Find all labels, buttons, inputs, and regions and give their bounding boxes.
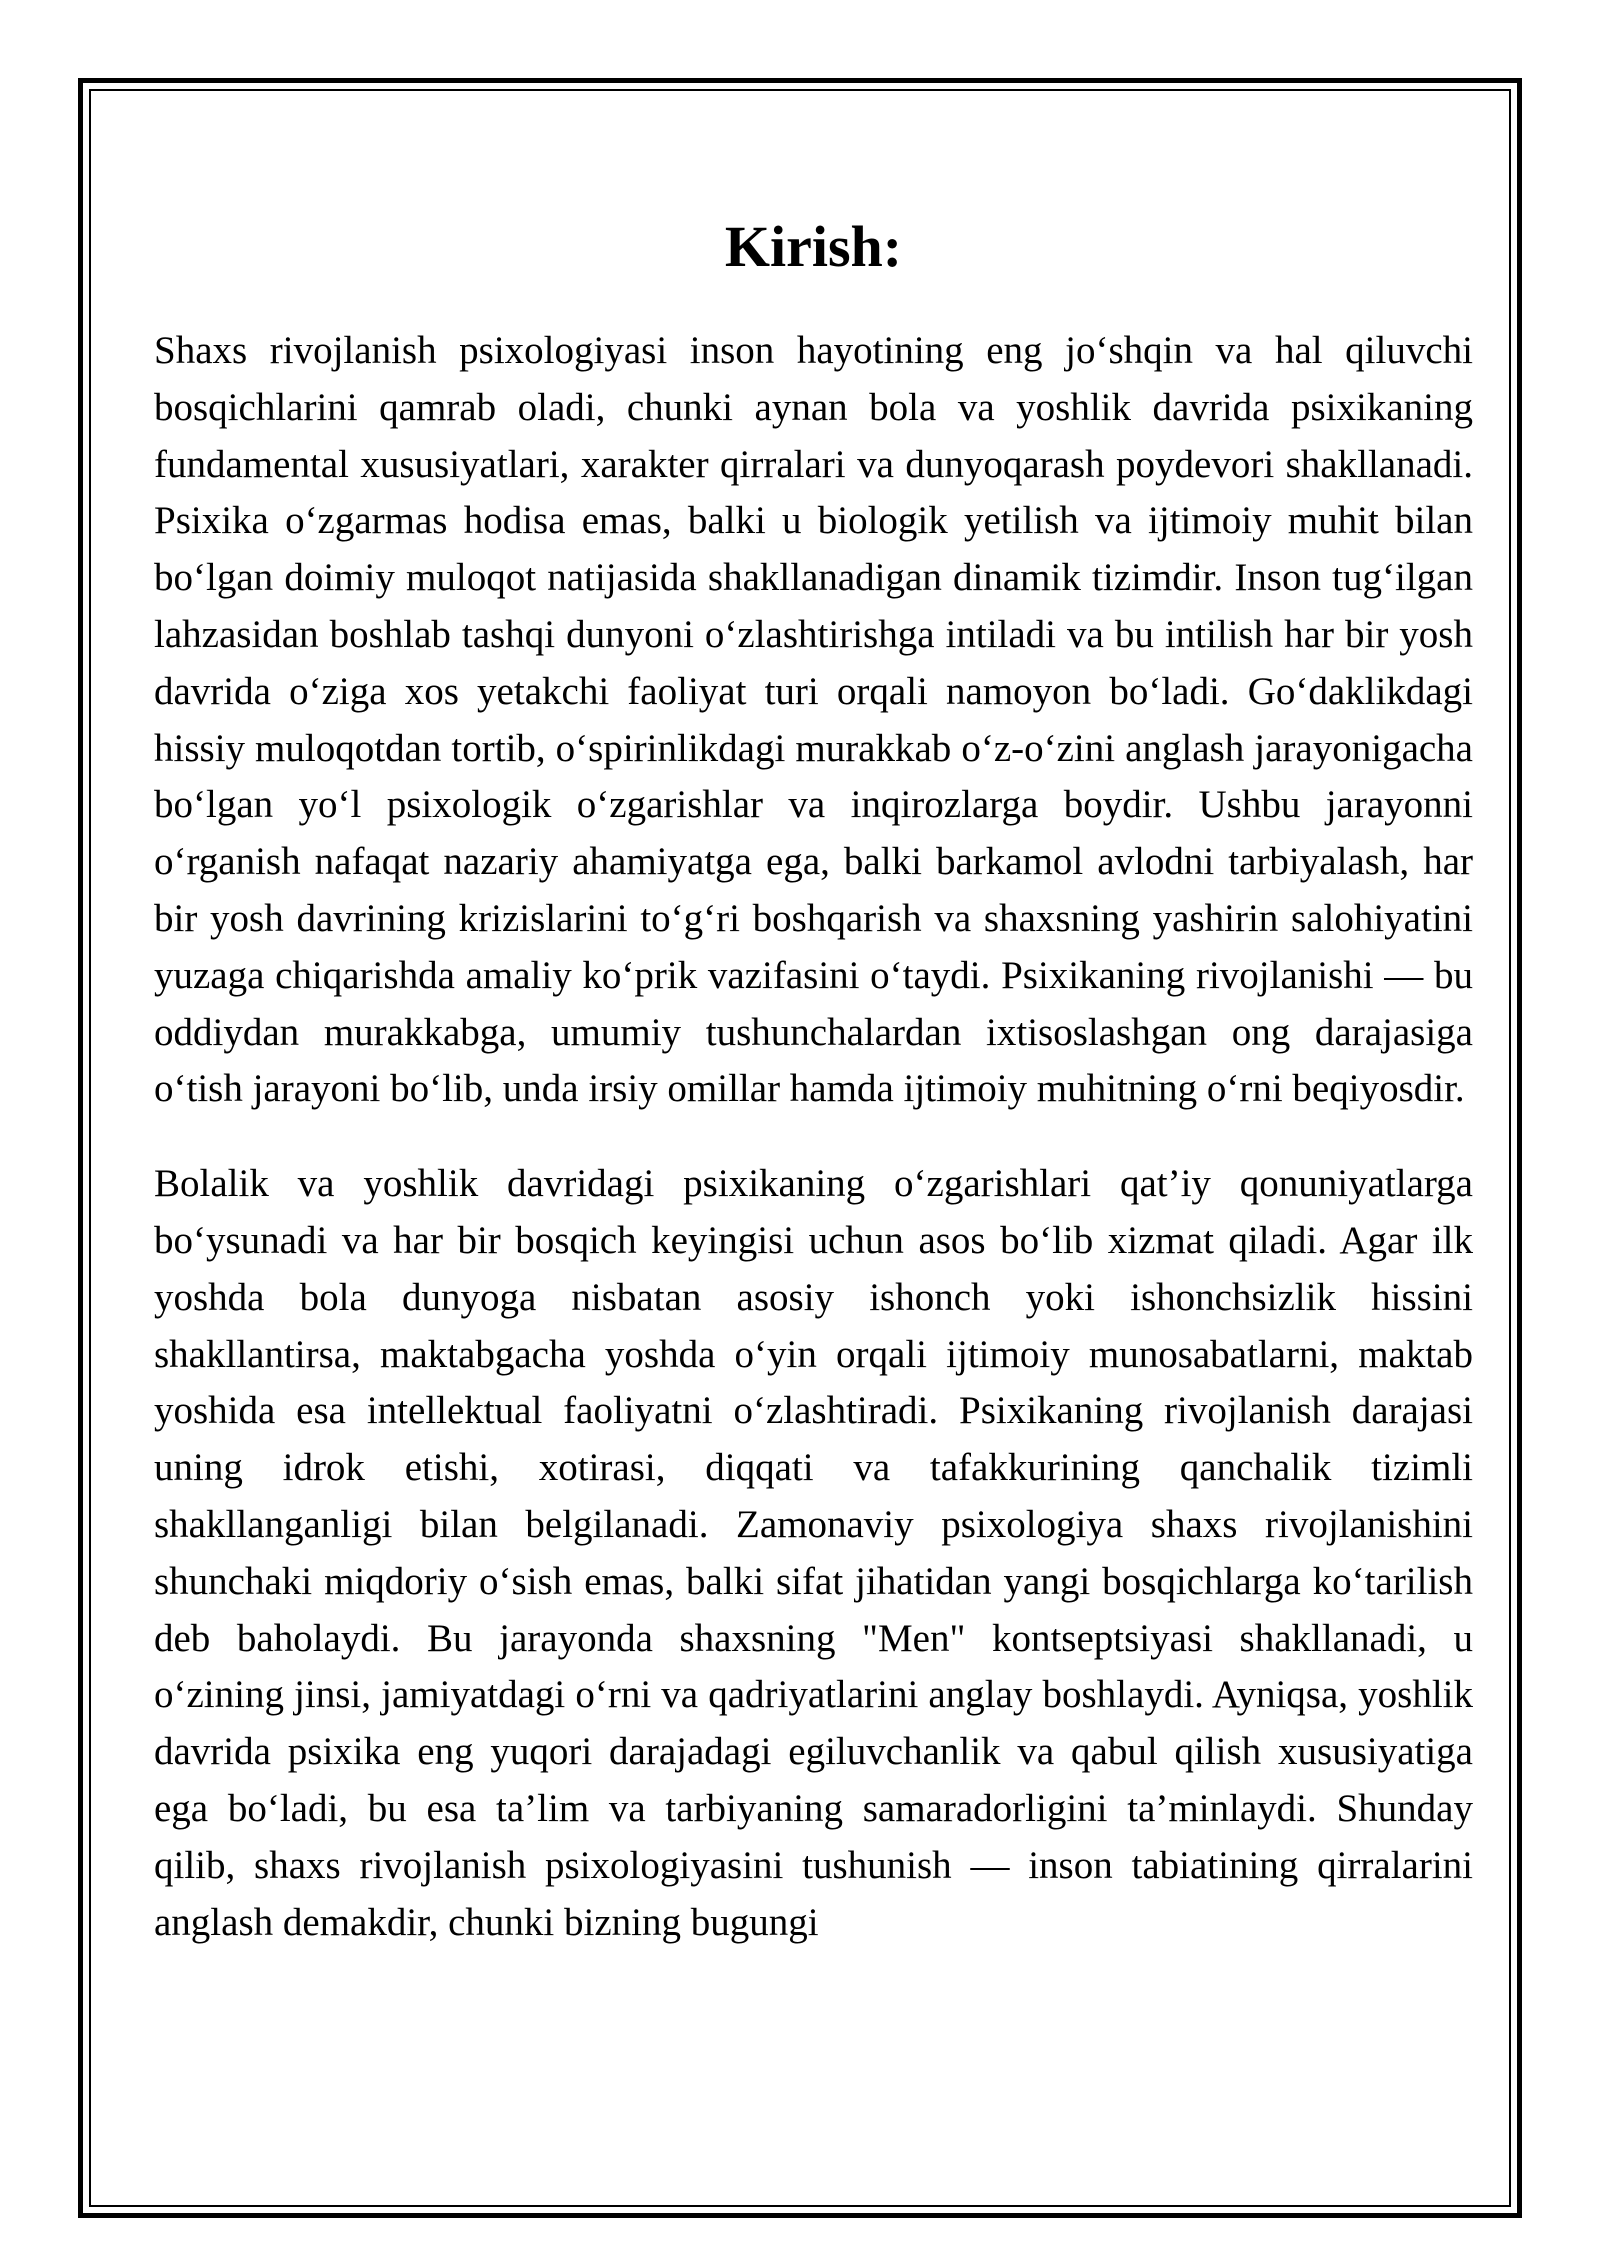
page-content	[154, 205, 1473, 1951]
page-title: Kirish:	[724, 214, 903, 279]
paragraph-intro: Shaxs rivojlanish psixologiyasi inson hayotining eng jo‘shqin va hal qiluvchi bosqichlarini qamrab oladi, chunki aynan bola va yoshlik davrida psixikaning fundamental xususiyatlari, xarakter qirralari va dunyoqarash poydevori shakllanadi. Psixika o‘zgarmas hodisa emas, balki u biologik yetilish va ijtimoiy muhit bilan bo‘lgan doimiy muloqot natijasida shakllanadigan dinamik tizimdir. Inson tug‘ilgan lahzasidan boshlab tashqi dunyoni o‘zlashtirishga intiladi va bu intilish har bir yosh davrida o‘ziga xos yetakchi faoliyat turi orqali namoyon bo‘ladi. Go‘daklikdagi hissiy muloqotdan tortib, o‘spirinlikdagi murakkab o‘z-o‘zini anglash jarayonigacha bo‘lgan yo‘l psixologik o‘zgarishlar va inqirozlarga boydir. Ushbu jarayonni o‘rganish nafaqat nazariy ahamiyatga ega, balki barkamol avlodni tarbiyalash, har bir yosh davrining krizislarini to‘g‘ri boshqarish va shaxsning yashirin salohiyatini yuzaga chiqarishda amaliy ko‘prik vazifasini o‘taydi. Psixikaning rivojlanishi — bu oddiydan murakkabga, umumiy tushunchalardan ixtisoslashgan ong darajasiga o‘tish jarayoni bo‘lib, unda irsiy omillar hamda ijtimoiy muhitning o‘rni beqiyosdir.	[154, 329, 1473, 1111]
paragraph-development: Bolalik va yoshlik davridagi psixikaning o‘zgarishlari qat’iy qonuniyatlarga bo‘ysunadi va har bir bosqich keyingisi uchun asos bo‘lib xizmat qiladi. Agar ilk yoshda bola dunyoga nisbatan asosiy ishonch yoki ishonchsizlik hissini shakllantirsa, maktabgacha yoshda o‘yin orqali ijtimoiy munosabatlarni, maktab yoshida esa intellektual faoliyatni o‘zlashtiradi. Psixikaning rivojlanish darajasi uning idrok etishi, xotirasi, diqqati va tafakkurining qanchalik tizimli shakllanganligi bilan belgilanadi. Zamonaviy psixologiya shaxs rivojlanishini shunchaki miqdoriy o‘sish emas, balki sifat jihatidan yangi bosqichlarga ko‘tarilish deb baholaydi. Bu jarayonda shaxsning "Men" kontseptsiyasi shakllanadi, u o‘zining jinsi, jamiyatdagi o‘rni va qadriyatlarini anglay boshlaydi. Ayniqsa, yoshlik davrida psixika eng yuqori darajadagi egiluvchanlik va qabul qilish xususiyatiga ega bo‘ladi, bu esa ta’lim va tarbiyaning samaradorligini ta’minlaydi. Shunday qilib, shaxs rivojlanish psixologiyasini tushunish — inson tabiatining qirralarini anglash demakdir, chunki bizning bugungi	[154, 1162, 1473, 1944]
